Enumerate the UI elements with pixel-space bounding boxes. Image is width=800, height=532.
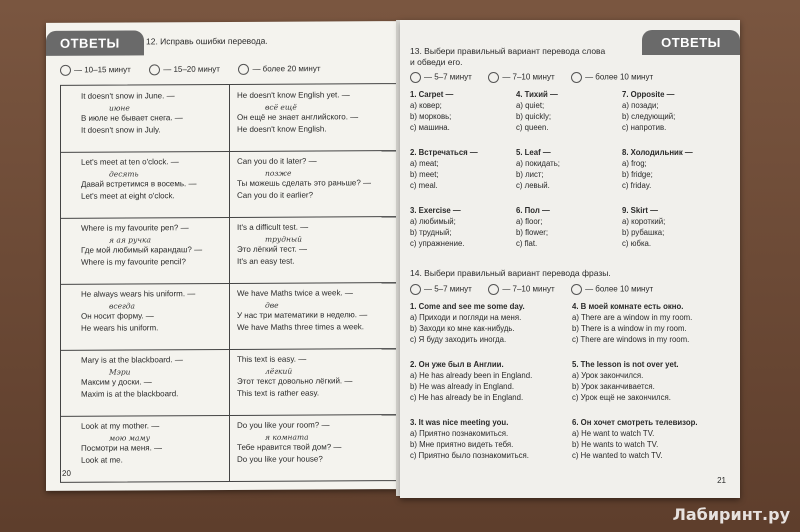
answer-option[interactable]: b) Заходи ко мне как-нибудь. [410,324,515,333]
handwritten-correction: я комната [265,432,309,442]
answer-option[interactable]: c) meal. [410,181,438,190]
answer-option[interactable]: b) Урок заканчивается. [572,382,655,391]
vocab-word: 9. Skirt — [622,206,658,215]
answers-tab-left: ОТВЕТЫ [46,30,144,56]
phrase-question: 5. The lesson is not over yet. [572,360,679,369]
page-number-left: 20 [62,468,71,478]
phrase-question: 1. Come and see me some day. [410,302,525,311]
handwritten-correction: позже [265,168,292,178]
page-number-right: 21 [717,476,726,485]
answer-option[interactable]: c) There are windows in my room. [572,335,690,344]
right-page [400,20,740,498]
neutral-face-icon [488,284,499,295]
vocab-word: 6. Пол — [516,206,550,215]
handwritten-correction: я ая ручка [109,235,151,245]
smile-icon [410,72,421,83]
answer-option[interactable]: c) queen. [516,123,549,132]
handwritten-correction: всегда [109,301,136,311]
sentence-line: Тебе нравится твой дом? — [237,442,342,452]
vocab-word: 4. Тихий — [516,90,558,99]
handwritten-correction: лёгкий [265,366,293,376]
sentence-line: Can you do it later? — [237,156,317,166]
sentence-line: Где мой любимый карандаш? — [81,245,203,255]
answer-option[interactable]: b) He wants to watch TV. [572,440,659,449]
sentence-line: He wears his uniform. [81,323,159,333]
task12-title: 12. Исправь ошибки перевода. [146,35,268,47]
answer-option[interactable]: b) fridge; [622,170,653,179]
answer-option[interactable]: a) quiet; [516,101,545,110]
answer-option[interactable]: c) flat. [516,239,538,248]
task14-title: 14. Выбери правильный вариант перевода фразы. [410,268,611,278]
left-page [46,21,400,491]
answer-option[interactable]: c) напротив. [622,123,667,132]
sentence-line: Do you like your room? — [237,420,330,430]
answer-option[interactable]: a) Урок закончился. [572,371,644,380]
task13-title-line2: и обведи его. [410,57,463,67]
answer-option[interactable]: a) Приходи и погляди на меня. [410,313,522,322]
answer-option[interactable]: c) Приятно было познакомиться. [410,451,529,460]
sentence-line: Let's meet at ten o'clock. — [81,157,179,167]
phrase-question: 2. Он уже был в Англии. [410,360,504,369]
answer-option[interactable]: c) Урок ещё не закончился. [572,393,671,402]
answer-option[interactable]: c) He has already be in England. [410,393,524,402]
phrase-question: 3. It was nice meeting you. [410,418,509,427]
sentence-line: Максим у доски. — [81,377,152,387]
sentence-line: Посмотри на меня. — [81,443,163,453]
sentence-line: Do you like your house? [237,454,323,464]
handwritten-correction: Мэри [109,367,131,377]
answer-option[interactable]: c) friday. [622,181,652,190]
answer-option[interactable]: b) meet; [410,170,439,179]
answer-option[interactable]: b) трудный; [410,228,452,237]
sentence-line: Этот текст довольно лёгкий. — [237,376,353,386]
answer-option[interactable]: b) There is a window in my room. [572,324,687,333]
sentence-line: Он носит форму. — [81,311,154,321]
answer-option[interactable]: c) левый. [516,181,550,190]
sentence-line: Давай встретимся в восемь. — [81,179,197,189]
smile-icon [60,65,71,76]
vocab-word: 2. Встречаться — [410,148,478,157]
sentence-line: У нас три математики в неделю. — [237,310,368,320]
sad-face-icon [571,72,582,83]
answer-option[interactable]: b) рубашка; [622,228,665,237]
answer-option[interactable]: a) Приятно познакомиться. [410,429,509,438]
vocab-word: 8. Холодильник — [622,148,693,157]
neutral-face-icon [149,64,160,75]
answer-option[interactable]: a) floor; [516,217,543,226]
smile-icon [410,284,421,295]
sentence-line: Look at my mother. — [81,421,160,431]
sentence-line: Он ещё не знает английского. — [237,112,359,122]
answer-option[interactable]: a) позади; [622,101,659,110]
sentence-line: Mary is at the blackboard. — [81,355,183,365]
sentence-line: This text is rather easy. [237,388,320,398]
handwritten-correction: две [265,300,279,310]
sentence-line: В июле не бывает снега. — [81,113,183,123]
sentence-line: This text is easy. — [237,354,307,364]
answer-option[interactable]: c) He wanted to watch TV. [572,451,663,460]
sentence-line: He doesn't know English. [237,124,327,134]
task14-timing: — 5–7 минут — 7–10 минут — более 10 минут [410,284,653,295]
answer-option[interactable]: c) юбка. [622,239,652,248]
handwritten-correction: десять [109,169,139,179]
phrase-question: 6. Он хочет смотреть телевизор. [572,418,698,427]
handwritten-correction: мою маму [109,433,150,443]
answer-option[interactable]: b) flower; [516,228,549,237]
sentence-line: He doesn't know English yet. — [237,90,350,100]
vocab-word: 5. Leaf — [516,148,551,157]
sentence-line: Where is my favourite pen? — [81,223,189,233]
sentence-line: It's a difficult test. — [237,222,309,232]
answer-option[interactable]: a) короткий; [622,217,666,226]
sentence-line: Where is my favourite pencil? [81,257,186,267]
sad-face-icon [571,284,582,295]
sentence-line: We have Maths twice a week. — [237,288,353,298]
answer-option[interactable]: a) покидать; [516,159,560,168]
sentence-line: It doesn't snow in July. [81,125,161,135]
correction-table [60,83,398,483]
answer-option[interactable]: c) упражнение. [410,239,465,248]
task13-timing: — 5–7 минут — 7–10 минут — более 10 минут [410,72,653,83]
answer-option[interactable]: a) He want to watch TV. [572,429,655,438]
answer-option[interactable]: a) meat; [410,159,439,168]
answer-option[interactable]: a) любимый; [410,217,456,226]
sentence-line: Ты можешь сделать это раньше? — [237,178,371,188]
phrase-question: 4. В моей комнате есть окно. [572,302,684,311]
sad-face-icon [238,64,249,75]
answer-option[interactable]: a) There are a window in my room. [572,313,693,322]
sentence-line: We have Maths three times a week. [237,322,365,332]
sentence-line: Maxim is at the blackboard. [81,389,179,399]
sentence-line: It's an easy test. [237,256,295,266]
handwritten-correction: трудный [265,234,302,244]
answer-option[interactable]: b) морковь; [410,112,452,121]
neutral-face-icon [488,72,499,83]
handwritten-correction: июне [109,103,130,113]
sentence-line: He always wears his uniform. — [81,289,196,299]
watermark-logo: Лабиринт.ру [672,505,790,524]
answer-option[interactable]: b) He was already in England. [410,382,515,391]
answer-option[interactable]: b) следующий; [622,112,676,121]
vocab-word: 7. Opposite — [622,90,675,99]
answer-option[interactable]: b) лист; [516,170,544,179]
sentence-line: Look at me. [81,455,123,465]
vocab-word: 1. Carpet — [410,90,454,99]
sentence-line: Can you do it earlier? [237,190,314,200]
answers-tab-right: ОТВЕТЫ [642,30,740,55]
sentence-line: It doesn't snow in June. — [81,91,175,101]
sentence-line: Это лёгкий тест. — [237,244,307,254]
vocab-word: 3. Exercise — [410,206,461,215]
answer-option[interactable]: b) Мне приятно видеть тебя. [410,440,514,449]
answer-option[interactable]: c) машина. [410,123,450,132]
answer-option[interactable]: b) quickly; [516,112,552,121]
task13-title: 13. Выбери правильный вариант перевода слова [410,46,606,56]
answer-option[interactable]: a) ковер; [410,101,442,110]
handwritten-correction: всё ещё [265,102,297,112]
sentence-line: Let's meet at eight o'clock. [81,191,175,201]
answer-option[interactable]: a) frog; [622,159,647,168]
timing-row: — 10–15 минут — 15–20 минут — более 20 минут [60,63,320,75]
answer-option[interactable]: c) Я буду заходить иногда. [410,335,507,344]
answer-option[interactable]: a) He has already been in England. [410,371,533,380]
